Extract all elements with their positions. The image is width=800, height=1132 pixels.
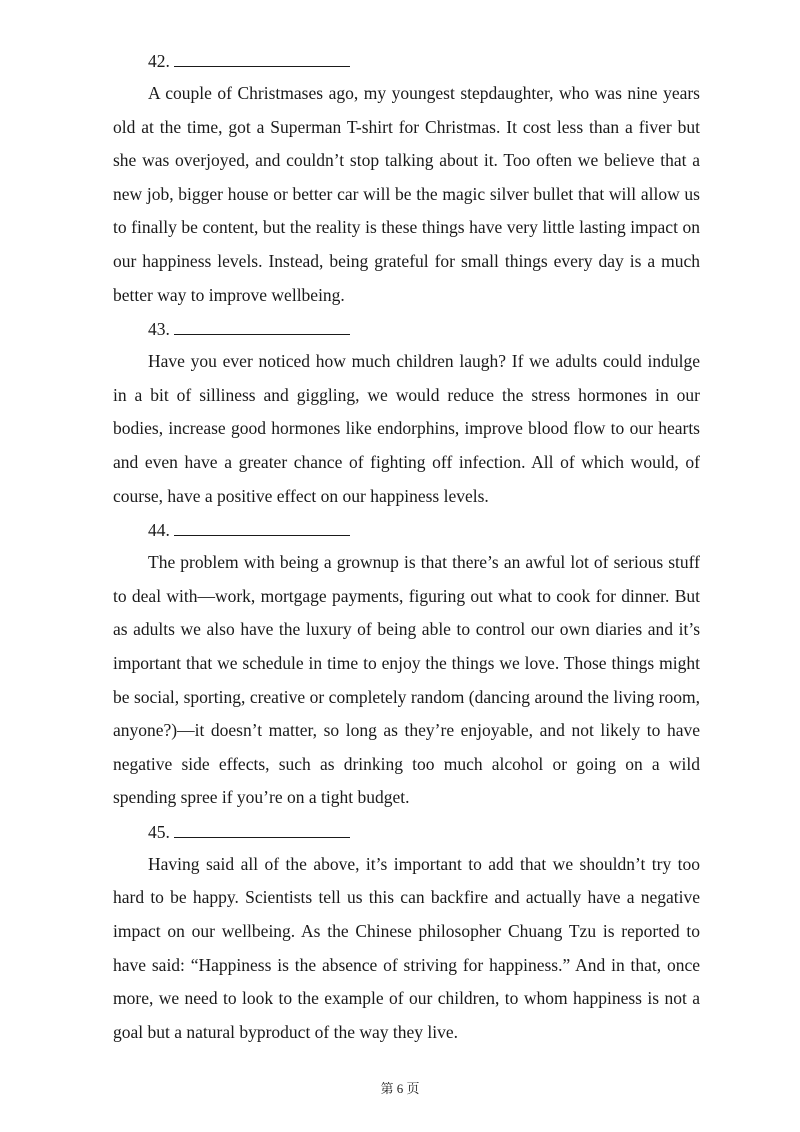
document-page: [113, 44, 700, 1049]
answer-blank-45[interactable]: [174, 815, 350, 838]
question-number: 42.: [148, 51, 170, 71]
paragraph-42: A couple of Christmases ago, my youngest stepdaughter, who was nine years old at the time, got a Superman T-shirt for Christmas. It cost less than a fiver but she was overjoyed, and couldn’t stop talking about it. Too often we believe that a new job, bigger house or better car will be the magic silver bullet that will allow us to finally be content, but the reality is these things have very little lasting impact on our happiness levels. Instead, being grateful for small things every day is a much better way to improve wellbeing.: [113, 83, 700, 305]
question-number: 44.: [148, 520, 170, 541]
question-number: 45.: [148, 821, 170, 842]
answer-blank-42[interactable]: [174, 44, 350, 67]
paragraph-45: Having said all of the above, it’s important to add that we shouldn’t try too hard to be happy. Scientists tell us this can backfire and actually have a negative impact on our wellbeing. As the Chinese philosopher Chuang Tzu is reported to have said: “Happiness is the absence of striving for happiness.” And in that, once more, we need to look to the example of our children, to whom happiness is not a goal but a natural byproduct of the way they live.: [113, 853, 700, 1042]
answer-blank-43[interactable]: [174, 312, 350, 335]
paragraph-44: The problem with being a grownup is that there’s an awful lot of serious stuff to deal with—work, mortgage payments, figuring out what to cook for dinner. But as adults we also have the luxury of being able to control our own diaries and it’s important that we schedule in time to enjoy the things we love. Those things might be social, sporting, creative or completely random (dancing around the living room, anyone?)—it doesn’t matter, so long as they’re enjoyable, and not likely to have negative side effects, such as drinking too much alcohol or going on a wild spending spree if you’re on a tight budget.: [113, 552, 700, 808]
question-42-line: [113, 44, 700, 77]
paragraph-43: Have you ever noticed how much children laugh? If we adults could indulge in a bit of silliness and giggling, we would reduce the stress hormones in our bodies, increase good hormones like endorphins, improve blood flow to our hearts and even have a greater chance of fighting off infection. All of which would, of course, have a positive effect on our happiness levels.: [113, 351, 700, 506]
question-number: 43.: [148, 319, 170, 340]
answer-blank-44[interactable]: [174, 513, 350, 536]
question-44-line: [113, 513, 700, 546]
page-number-footer: 第 6 页: [380, 1081, 420, 1096]
question-43-line: [113, 312, 700, 345]
question-45-line: [113, 815, 700, 848]
